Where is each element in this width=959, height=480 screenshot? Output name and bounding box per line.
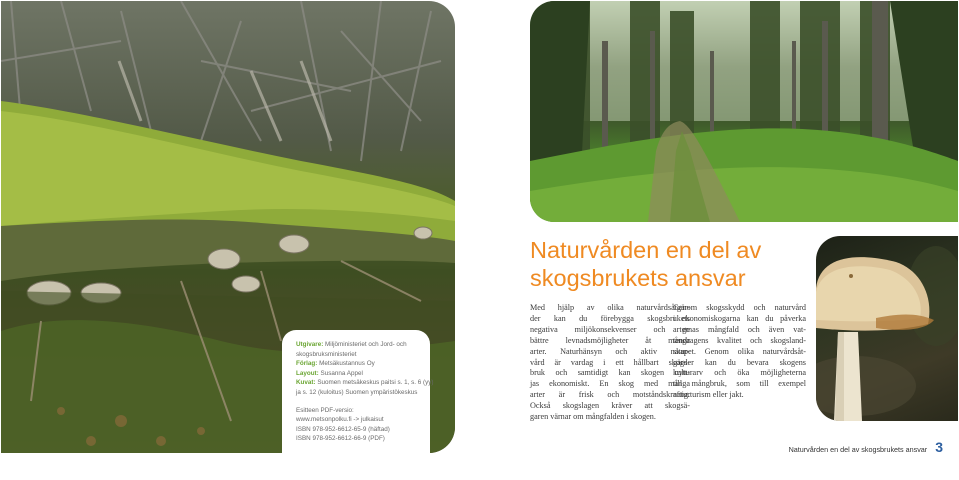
publisher-label: Utgivare:: [296, 341, 324, 348]
body-line: skapet. Genom olika naturvårdsåt-: [673, 346, 806, 356]
title-line-2: skogsbrukets ansvar: [530, 265, 746, 291]
body-column-1: [530, 303, 690, 423]
press-label: Förlag:: [296, 360, 318, 368]
page-footer: [789, 439, 943, 455]
publisher-value-continued: skogsbruksministeriet: [296, 350, 357, 358]
mushroom-illustration: [816, 236, 958, 421]
page-number: 3: [935, 439, 943, 455]
body-line: bättre levnadsmöjligheter åt många: [530, 335, 690, 345]
body-line: bruk och samtidigt kan skogen nytt-: [530, 368, 690, 378]
forest-path-illustration: [530, 1, 958, 222]
isbn-print: ISBN 978-952-6612-65-9 (häftad): [296, 425, 390, 433]
isbn-pdf: ISBN 978-952-6612-66-9 (PDF): [296, 435, 385, 443]
body-line: jas ekonomiskt. En skog med många: [530, 379, 690, 389]
right-page: [480, 0, 959, 480]
body-line: arter. Naturhänsyn och aktiv natur-: [530, 346, 690, 356]
body-line: i ekonomiskogarna kan du påverka: [673, 313, 806, 323]
body-line: kulturarv och öka möjligheterna: [673, 368, 806, 378]
body-line: negativa miljökonsekvenser och ge: [530, 324, 690, 334]
page-title: [530, 236, 820, 292]
title-line-1: Naturvården en del av: [530, 237, 762, 263]
pictures-value-continued: ja s. 12 (kuloitus) Suomen ympäristökeskus: [296, 388, 418, 396]
layout-label: Layout:: [296, 369, 319, 377]
body-line: garen värnar om mångfalden i skogen.: [530, 412, 656, 422]
forest-path-photo: [530, 1, 958, 222]
credits-spacer: [296, 398, 420, 406]
publisher-value: Miljöministeriet och Jord- och: [325, 341, 407, 348]
body-line: tendragens kvalitet och skogsland-: [673, 335, 806, 345]
body-line: naturturism eller jakt.: [673, 390, 744, 400]
body-line: vård är vardag i ett hållbart skogs-: [530, 357, 690, 367]
pdf-version-label: Esitteen PDF-versio:: [296, 406, 354, 414]
body-line: Också skogslagen kräver att skogsä-: [530, 401, 690, 411]
press-value: Metsäkustannus Oy: [319, 360, 375, 368]
layout-row: [296, 369, 420, 379]
body-line: till mångbruk, som till exempel: [673, 379, 806, 389]
body-line: der kan du förebygga skogsbrukets: [530, 313, 690, 323]
layout-value: Susanna Appel: [320, 369, 363, 377]
body-line: Genom skogsskydd och naturvård: [673, 303, 806, 312]
credits-box: [282, 330, 434, 480]
publisher-row: [296, 340, 420, 350]
pictures-row: [296, 378, 434, 388]
body-column-2: [673, 303, 806, 401]
body-line: arter är frisk och motståndskraftig.: [530, 390, 690, 400]
pictures-value: Suomen metsäkeskus paitsi s. 1, s. 6 (yy): [317, 379, 434, 387]
pdf-url-link[interactable]: www.metsonpolku.fi -> julkaisut: [296, 416, 384, 424]
body-line: arternas mångfald och även vat-: [673, 324, 806, 334]
body-line: Med hjälp av olika naturvårdsåtgär-: [530, 303, 690, 312]
press-row: [296, 359, 420, 369]
pictures-label: Kuvat:: [296, 379, 316, 387]
body-line: gärder kan du bevara skogens: [673, 357, 806, 367]
footer-text: Naturvården en del av skogsbrukets ansvar: [788, 445, 928, 454]
mushroom-photo: [816, 236, 958, 421]
